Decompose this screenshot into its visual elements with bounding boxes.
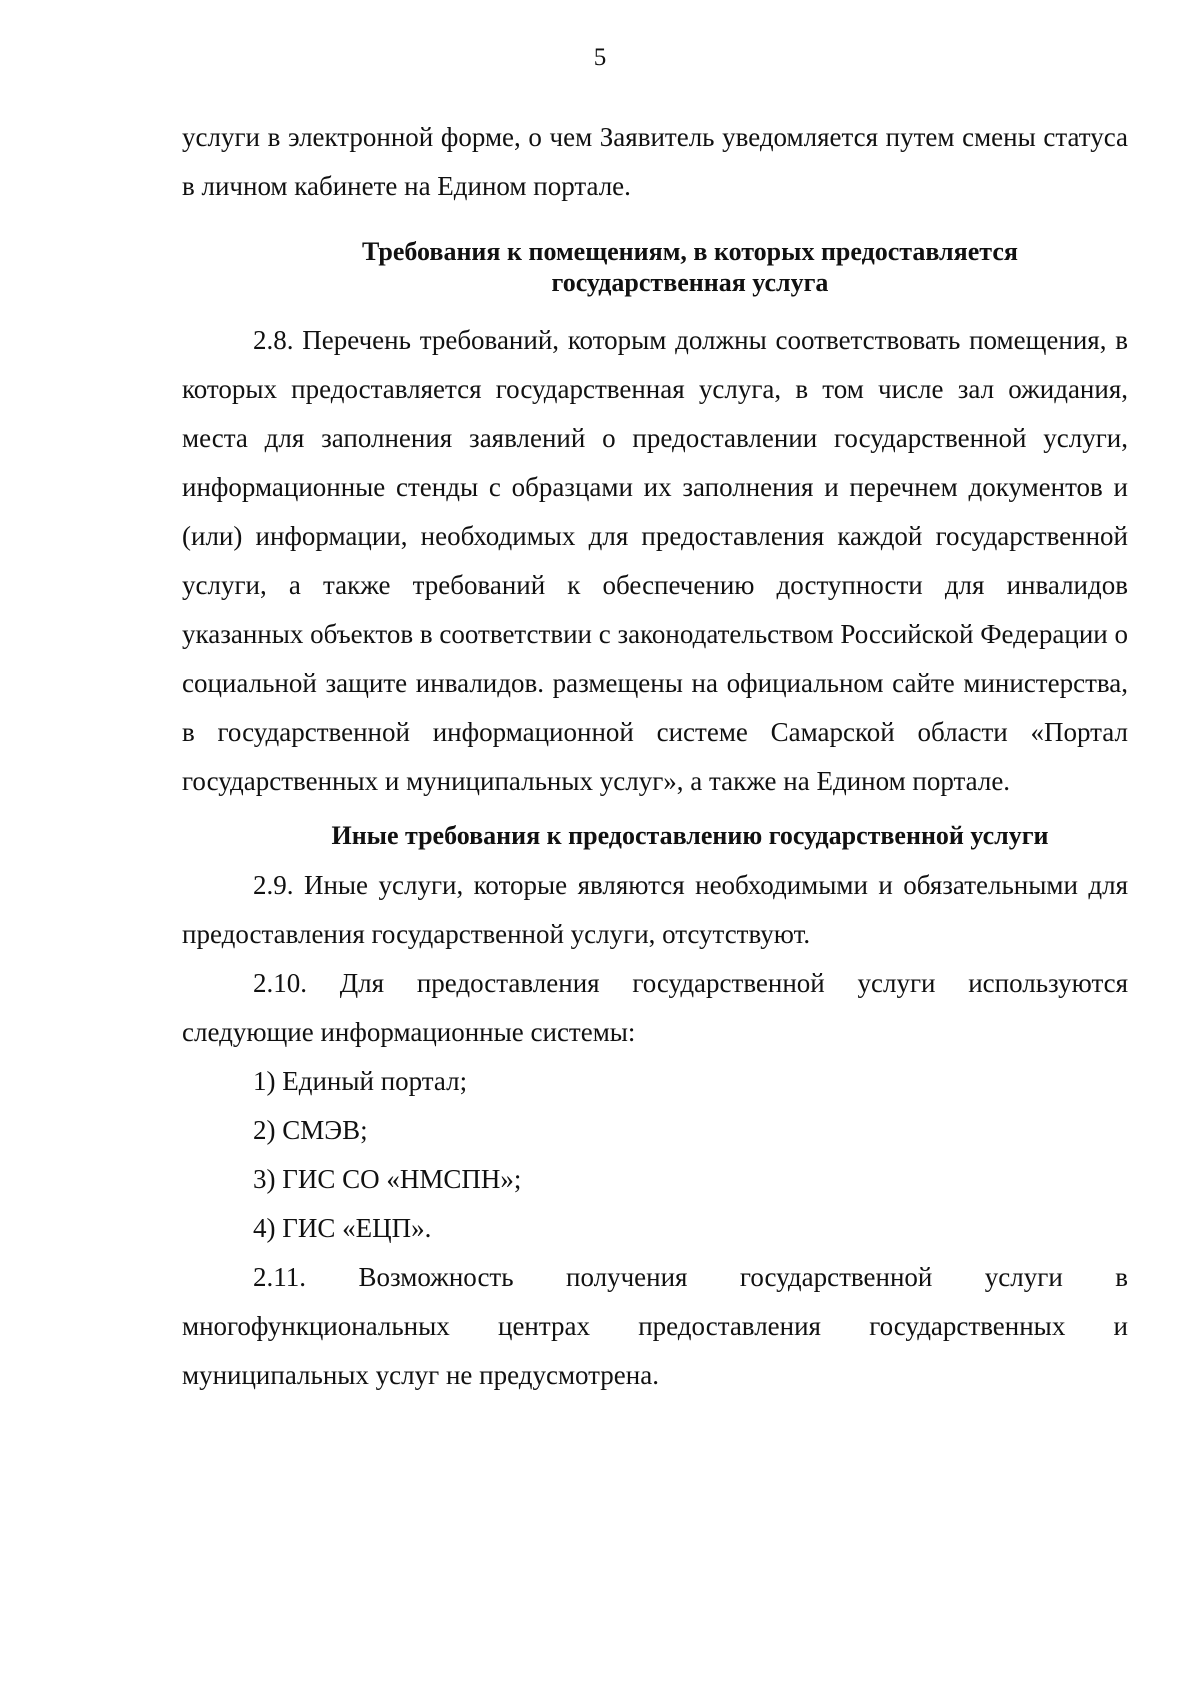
information-systems-list	[182, 1057, 1128, 1253]
document-body	[182, 113, 1128, 1400]
paragraph-2-9: 2.9. Иные услуги, которые являются необходимыми и обязательными для предоставления государственной услуги, отсутствуют.	[182, 870, 1128, 949]
list-item: 3) ГИС СО «НМСПН»;	[253, 1164, 522, 1194]
page-number: 5	[593, 44, 607, 71]
section-heading-other-requirements: Иные требования к предоставлению государственной услуги	[331, 821, 1049, 850]
section-heading-premises	[182, 236, 1128, 298]
intro-paragraph: услуги в электронной форме, о чем Заявитель уведомляется путем смены статуса в личном кабинете на Едином портале.	[182, 122, 1128, 201]
list-item: 4) ГИС «ЕЦП».	[253, 1213, 432, 1243]
paragraph-2-10: 2.10. Для предоставления государственной услуги используются следующие информационные системы:	[182, 968, 1128, 1047]
list-item: 2) СМЭВ;	[253, 1115, 368, 1145]
paragraph-2-8: 2.8. Перечень требований, которым должны соответствовать помещения, в которых предоставляется государственная услуга, в том числе зал ожидания, места для заполнения заявлений о предоставлении государственной услуги, информационные стенды с образцами их заполнения и перечнем документов и (или) информации, необходимых для предоставления каждой государственной услуги, а также требований к обеспечению доступности для инвалидов указанных объектов в соответствии с законодательством Российской Федерации о социальной защите инвалидов. размещены на официальном сайте министерства, в государственной информационной системе Самарской области «Портал государственных и муниципальных услуг», а также на Едином портале.	[182, 325, 1128, 796]
section-heading-line: Требования к помещениям, в которых предоставляется	[362, 237, 1018, 266]
paragraph-2-11: 2.11. Возможность получения государственной услуги в многофункциональных центрах предоставления государственных и муниципальных услуг не предусмотрена.	[182, 1262, 1128, 1390]
list-item: 1) Единый портал;	[253, 1066, 468, 1096]
section-heading-line: государственная услуга	[551, 268, 829, 297]
